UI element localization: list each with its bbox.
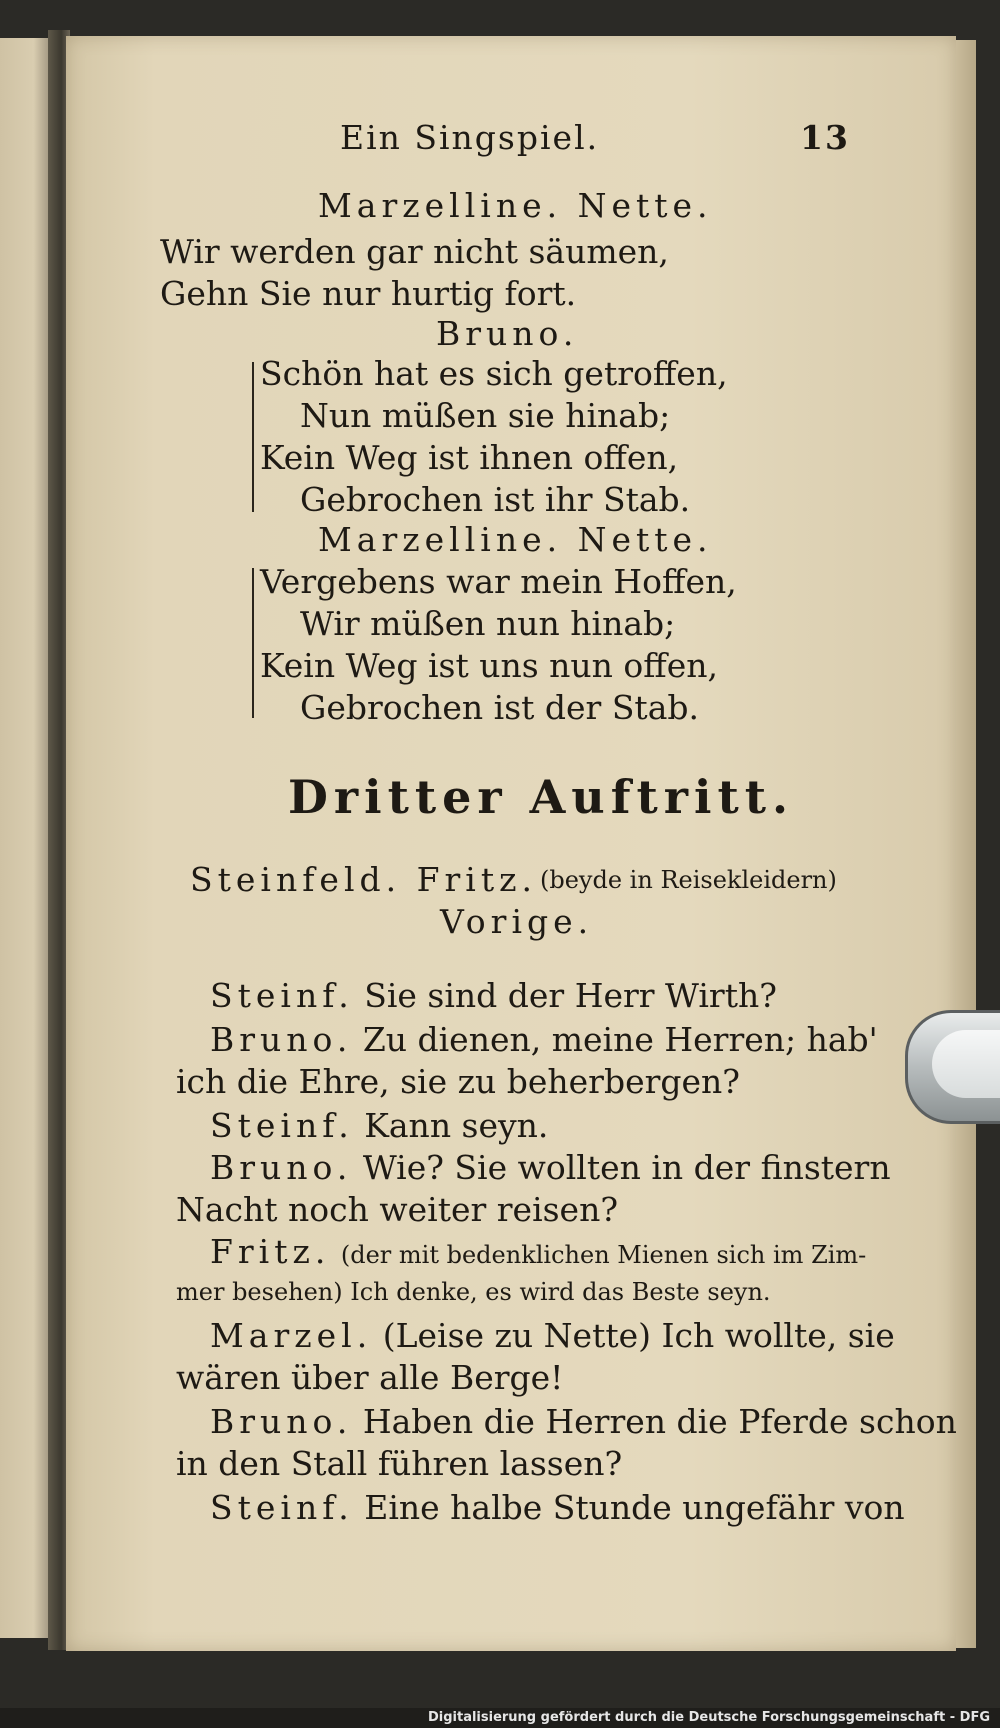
verse-bracket — [252, 362, 254, 512]
verse-line: Kein Weg ist uns nun offen, — [260, 646, 718, 685]
dialogue-line — [210, 976, 777, 1015]
speaker-name: Steinf. — [210, 1488, 354, 1527]
verse-line: Wir werden gar nicht säumen, — [160, 232, 669, 271]
dialogue-line — [210, 1488, 905, 1527]
dialogue-text: Wie? Sie wollten in der finstern — [362, 1148, 891, 1187]
dialogue-text: Kann seyn. — [364, 1106, 549, 1145]
verse-line: Nun müßen sie hinab; — [300, 396, 671, 435]
scene-heading: Dritter Auftritt. — [288, 770, 795, 824]
cast-line: Vorige. — [440, 902, 594, 941]
verse-line: Gehn Sie nur hurtig fort. — [160, 274, 577, 313]
dialogue-continuation: ich die Ehre, sie zu beherbergen? — [176, 1062, 740, 1101]
dialogue-text: (der mit bedenklichen Mienen sich im Zim- — [340, 1241, 867, 1269]
dialogue-line — [210, 1232, 866, 1271]
speaker-heading: Bruno. — [436, 314, 579, 353]
speaker-name: Bruno. — [210, 1020, 353, 1059]
speaker-name: Steinf. — [210, 976, 354, 1015]
speaker-heading: Marzelline. Nette. — [318, 186, 713, 225]
speaker-name: Bruno. — [210, 1402, 353, 1441]
dialogue-text: (Leise zu Nette) Ich wollte, sie — [382, 1316, 895, 1355]
dialogue-continuation: in den Stall führen lassen? — [176, 1444, 623, 1483]
verse-line: Wir müßen nun hinab; — [300, 604, 676, 643]
cast-names: Steinfeld. Fritz. — [190, 860, 537, 899]
dialogue-continuation: mer besehen) Ich denke, es wird das Beste seyn. — [176, 1278, 771, 1306]
running-title: Ein Singspiel. — [340, 118, 600, 157]
footer-credit: Digitalisierung gefördert durch die Deutsche Forschungsgemeinschaft - DFG — [427, 1710, 990, 1725]
page-clip-highlight — [932, 1030, 1000, 1098]
dialogue-line — [210, 1106, 548, 1145]
speaker-name: Marzel. — [210, 1316, 373, 1355]
dialogue-line — [210, 1148, 891, 1187]
cast-note: (beyde in Reisekleidern) — [540, 866, 837, 894]
dialogue-text: Sie sind der Herr Wirth? — [364, 976, 777, 1015]
dialogue-line — [210, 1402, 957, 1441]
verse-bracket — [252, 568, 254, 718]
dialogue-line — [210, 1020, 878, 1059]
dialogue-text: Zu dienen, meine Herren; hab' — [362, 1020, 878, 1059]
speaker-name: Steinf. — [210, 1106, 354, 1145]
verse-line: Schön hat es sich getroffen, — [260, 354, 728, 393]
verse-line: Kein Weg ist ihnen offen, — [260, 438, 679, 477]
page-number: 13 — [800, 118, 850, 157]
dialogue-text: Eine halbe Stunde ungefähr von — [364, 1488, 905, 1527]
verse-line: Vergebens war mein Hoffen, — [260, 562, 737, 601]
dialogue-continuation: Nacht noch weiter reisen? — [176, 1190, 619, 1229]
speaker-heading: Marzelline. Nette. — [318, 520, 713, 559]
verse-line: Gebrochen ist der Stab. — [300, 688, 699, 727]
speaker-name: Bruno. — [210, 1148, 353, 1187]
dialogue-continuation: wären über alle Berge! — [176, 1358, 564, 1397]
speaker-name: Fritz. — [210, 1232, 331, 1271]
dialogue-line — [210, 1316, 895, 1355]
dialogue-text: Haben die Herren die Pferde schon — [362, 1402, 957, 1441]
verse-line: Gebrochen ist ihr Stab. — [300, 480, 691, 519]
